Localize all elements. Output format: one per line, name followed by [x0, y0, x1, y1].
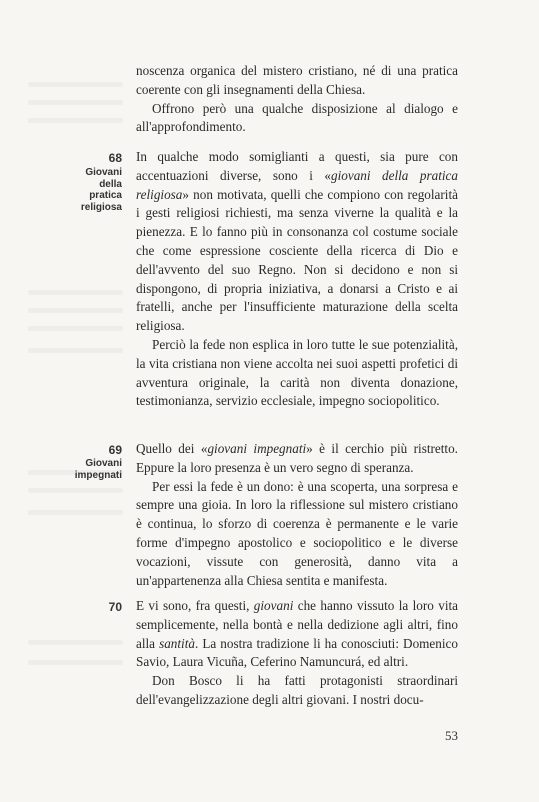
show-through-line — [28, 326, 123, 331]
margin-title-69 — [60, 458, 122, 481]
paragraph: noscenza organica del mistero cristiano, né di una pratica coerente con gli insegnamenti della Chiesa. — [136, 63, 458, 97]
italic-term: santità — [159, 635, 195, 651]
paragraph: Perciò la fede non esplica in loro tutte le sue potenzialità, la vita cristiana non viene accolta nei suoi aspetti profetici di avventura originale, la carità non diventa donazione, testimonianza, servizio ecclesiale, impegno sociopolitico. — [136, 336, 458, 409]
paragraph: Per essi la fede è un dono: è una scoperta, una sorpresa e sempre una gioia. In loro la riflessione sul mistero cristiano è continua, lo sforzo di coerenza è permanente e le varie forme d'impegno apostolico e sociopolitico e le diverse vocazioni, vissute con generosità, danno vita a un'appartenenza alla Chiesa sentita e manifesta. — [136, 478, 458, 588]
text-run: In qualche modo somiglianti a questi, sia pure con accentuazioni diverse, sono i « — [136, 149, 458, 183]
show-through-line — [28, 488, 123, 493]
section-number-70: 70 — [108, 600, 122, 614]
page-number: 53 — [445, 728, 458, 743]
show-through-line — [28, 660, 123, 665]
margin-title-68 — [60, 167, 122, 213]
section-number-69: 69 — [108, 443, 122, 457]
margin-title-line: Giovani — [85, 458, 122, 469]
italic-term: giovani impegnati — [207, 441, 307, 456]
paragraph — [136, 440, 458, 478]
paragraph — [136, 148, 458, 336]
section-68-text — [136, 148, 458, 411]
show-through-line — [28, 308, 123, 313]
text-run: Quello dei « — [136, 441, 208, 456]
continuation-text — [136, 62, 458, 137]
text-run: E vi sono, fra questi, — [136, 598, 254, 613]
text-run: . La nostra tradizione li ha conosciuti: Domenico Savio, Laura Vicuña, Ceferino Namuncurá, ed altri. — [136, 635, 458, 670]
text-run: » non motivata, quelli che compiono con regolarità i gesti religiosi richiesti, ma senza viverne la qualità e la pienezza. E lo fanno più in consonanza col costume sociale che come espressione cosciente della ricerca di Dio e dell'avvento del suo Regno. Non si decidono e non si dispongono, di propria iniziativa, a donarsi a Cristo e ai fratelli, anche per l'insufficiente maturazione della scelta religiosa. — [136, 186, 458, 334]
margin-title-line: della — [99, 178, 122, 190]
show-through-line — [28, 640, 123, 645]
paragraph — [136, 597, 458, 672]
paragraph: Offrono però una qualche disposizione al dialogo e all'approfondimento. — [136, 100, 458, 135]
text-run: » è il cerchio più ristretto. Eppure la loro presenza è un vero segno di speranza. — [136, 441, 458, 475]
section-69-text — [136, 440, 458, 590]
paragraph: Don Bosco li ha fatti protagonisti straordinari dell'evangelizzazione degli altri giovani. I nostri docu- — [136, 673, 458, 707]
show-through-line — [28, 290, 123, 295]
show-through-line — [28, 118, 123, 123]
italic-term: giovani — [253, 598, 294, 613]
show-through-line — [28, 510, 123, 515]
show-through-line — [28, 348, 123, 353]
show-through-line — [28, 82, 123, 87]
margin-title-line: Giovani — [85, 167, 122, 178]
text-run: che hanno vissuto la loro vita semplicemente, nella bontà e nella dedizione agli altri, fino alla — [136, 598, 458, 651]
italic-term: giovani della pratica religiosa — [136, 167, 458, 202]
section-number-68: 68 — [108, 151, 122, 165]
section-70-text — [136, 597, 458, 710]
margin-title-line: impegnati — [74, 469, 122, 481]
margin-title-line: religiosa — [80, 201, 122, 213]
margin-title-line: pratica — [89, 190, 122, 201]
show-through-line — [28, 100, 123, 105]
